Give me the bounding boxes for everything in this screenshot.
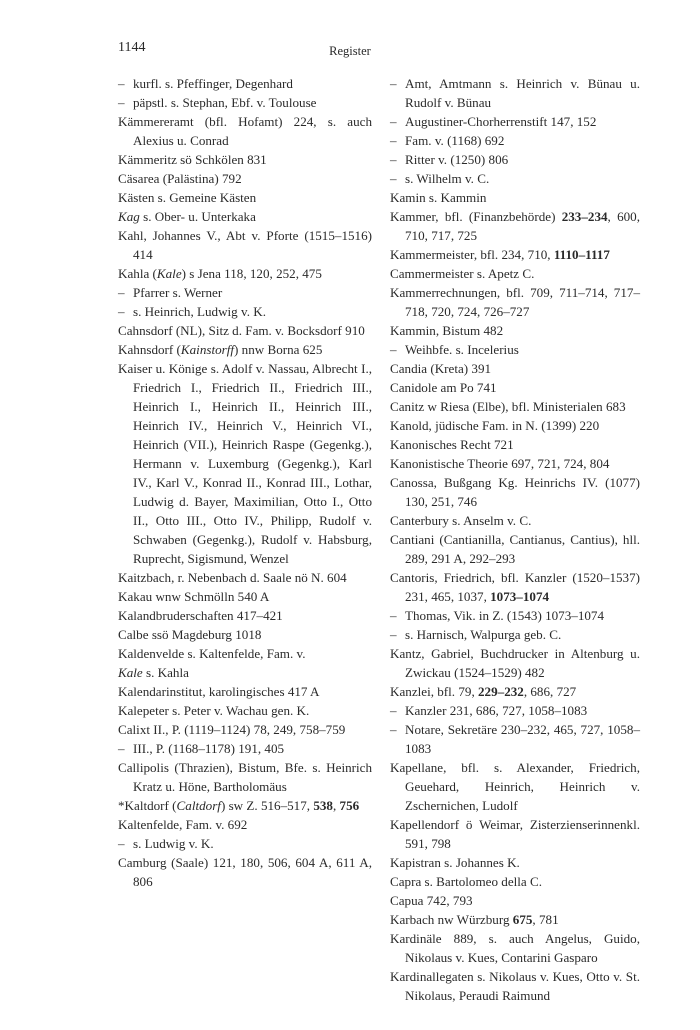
index-entry [118,663,372,682]
entry-text: Kalendarinstitut, karolingisches 417 A [118,684,320,699]
index-entry [118,834,372,853]
entry-text: kurfl. s. Pfeffinger, Degenhard [133,76,293,91]
index-entry [390,701,640,720]
entry-text: s. Ludwig v. K. [133,836,214,851]
sub-entry-dash: – [390,722,397,737]
index-entry [390,435,640,454]
index-entry [390,397,640,416]
entry-text: s. Heinrich, Ludwig v. K. [133,304,266,319]
index-entry [118,302,372,321]
entry-text: Kammermeister, bfl. 234, 710, 1110–1117 [390,247,610,262]
entry-text: Kapistran s. Johannes K. [390,855,520,870]
entry-text: Kästen s. Gemeine Kästen [118,190,257,205]
index-entry [118,112,372,150]
index-entry [118,568,372,587]
entry-text: Cäsarea (Palästina) 792 [118,171,242,186]
index-entry [390,910,640,929]
sub-entry-dash: – [390,114,397,129]
index-entry [390,473,640,511]
entry-text: Kapellane, bfl. s. Alexander, Friedrich, Geuehard, Heinrich, Heinrich v. Zschernichen, Ludolf [390,760,640,813]
entry-text: Augustiner-Chorherrenstift 147, 152 [405,114,597,129]
sub-entry-dash: – [390,152,397,167]
entry-text: Kanzlei, bfl. 79, 229–232, 686, 727 [390,684,577,699]
index-entry [390,378,640,397]
entry-text: Canterbury s. Anselm v. C. [390,513,532,528]
index-entry [118,682,372,701]
index-entry [390,359,640,378]
entry-text: Kag s. Ober- u. Unterkaka [118,209,256,224]
index-entry [118,758,372,796]
entry-text: Kanonistische Theorie 697, 721, 724, 804 [390,456,610,471]
entry-text: Kahnsdorf (Kainstorff) nnw Borna 625 [118,342,323,357]
index-entry [390,188,640,207]
sub-entry-dash: – [118,304,125,319]
page-number: 1144 [118,40,146,55]
entry-text: Kalandbruderschaften 417–421 [118,608,283,623]
entry-text: Kammerrechnungen, bfl. 709, 711–714, 717–718, 720, 724, 726–727 [390,285,640,319]
index-entry [390,112,640,131]
index-entry [118,606,372,625]
index-entry [390,891,640,910]
entry-text: Candia (Kreta) 391 [390,361,492,376]
entry-text: Ritter v. (1250) 806 [405,152,509,167]
entry-text: Kalepeter s. Peter v. Wachau gen. K. [118,703,310,718]
index-column-left [118,74,372,891]
index-entry [390,606,640,625]
sub-entry-dash: – [390,171,397,186]
index-entry [118,321,372,340]
index-entry [118,720,372,739]
index-entry [390,853,640,872]
entry-text: Amt, Amtmann s. Heinrich v. Bünau u. Rudolf v. Bünau [405,76,640,110]
index-entry [390,530,640,568]
entry-text: Kanzler 231, 686, 727, 1058–1083 [405,703,588,718]
sub-entry-dash: – [390,703,397,718]
index-entry [118,625,372,644]
entry-text: Callipolis (Thrazien), Bistum, Bfe. s. Heinrich Kratz u. Höne, Bartholomäus [118,760,372,794]
index-entry [390,872,640,891]
entry-text: Capua 742, 793 [390,893,473,908]
entry-text: Kämmeritz sö Schkölen 831 [118,152,267,167]
index-entry [390,150,640,169]
entry-text: *Kaltdorf (Caltdorf) sw Z. 516–517, 538, 756 [118,798,360,813]
index-entry [118,264,372,283]
sub-entry-dash: – [390,608,397,623]
index-entry [118,169,372,188]
entry-text: Kardinäle 889, s. auch Angelus, Guido, Nikolaus v. Kues, Contarini Gasparo [390,931,640,965]
entry-text: Thomas, Vik. in Z. (1543) 1073–1074 [405,608,605,623]
entry-text: Kanonisches Recht 721 [390,437,514,452]
index-entry [118,644,372,663]
index-entry [390,720,640,758]
entry-text: Kale s. Kahla [118,665,189,680]
index-entry [390,758,640,815]
sub-entry-dash: – [118,741,125,756]
entry-text: Kaitzbach, r. Nebenbach d. Saale nö N. 604 [118,570,347,585]
index-entry [118,93,372,112]
entry-text: Canossa, Bußgang Kg. Heinrichs IV. (1077) 130, 251, 746 [390,475,640,509]
index-entry [390,340,640,359]
sub-entry-dash: – [118,95,125,110]
index-entry [118,739,372,758]
sub-entry-dash: – [390,76,397,91]
index-entry [390,169,640,188]
entry-text: Kaiser u. Könige s. Adolf v. Nassau, Albrecht I., Friedrich I., Friedrich II., Friedrich III., Heinrich I., Heinrich II., Heinrich III., Heinrich IV., Heinrich V., Heinrich VI., Heinrich (VII.), Heinrich Raspe (Gegenkg.), Hermann v. Luxemburg (Gegenkg.), Karl IV., Karl V., Konrad II., Konrad III., Lothar, Ludwig d. Bayer, Maximilian, Otto I., Otto II., Otto III., Otto IV., Philipp, Rudolf v. Schwaben (Gegenkg.), Rudolf v. Habsburg, Ruprecht, Sigismund, Wenzel [118,361,372,566]
entry-text: Kammin, Bistum 482 [390,323,504,338]
entry-text: Capra s. Bartolomeo della C. [390,874,542,889]
entry-text: Canitz w Riesa (Elbe), bfl. Ministerialen 683 [390,399,626,414]
sub-entry-dash: – [390,133,397,148]
entry-text: Kaldenvelde s. Kaltenfelde, Fam. v. [118,646,306,661]
index-entry [118,587,372,606]
entry-text: Camburg (Saale) 121, 180, 506, 604 A, 611 A, 806 [118,855,372,889]
index-entry [390,264,640,283]
entry-text: Kanold, jüdische Fam. in N. (1399) 220 [390,418,600,433]
index-entry [390,454,640,473]
entry-text: Kapellendorf ö Weimar, Zisterzienserinnenkl. 591, 798 [390,817,640,851]
index-entry [390,967,640,1005]
sub-entry-dash: – [118,836,125,851]
index-entry [390,416,640,435]
entry-text: III., P. (1168–1178) 191, 405 [133,741,285,756]
entry-text: Canidole am Po 741 [390,380,497,395]
index-entry [390,207,640,245]
entry-text: Kahla (Kale) s Jena 118, 120, 252, 475 [118,266,322,281]
index-entry [390,283,640,321]
index-entry [118,207,372,226]
index-entry [118,283,372,302]
sub-entry-dash: – [390,627,397,642]
index-entry [118,853,372,891]
index-entry [390,929,640,967]
index-entry [390,131,640,150]
index-entry [118,815,372,834]
index-column-right [390,74,640,1005]
index-entry [390,321,640,340]
index-entry [118,150,372,169]
entry-text: s. Harnisch, Walpurga geb. C. [405,627,562,642]
entry-text: Kaltenfelde, Fam. v. 692 [118,817,248,832]
index-entry [118,74,372,93]
entry-text: Calixt II., P. (1119–1124) 78, 249, 758–759 [118,722,346,737]
index-entry [390,245,640,264]
entry-text: Kardinallegaten s. Nikolaus v. Kues, Otto v. St. Nikolaus, Peraudi Raimund [390,969,640,1003]
entry-text: Calbe ssö Magdeburg 1018 [118,627,262,642]
index-entry [390,74,640,112]
sub-entry-dash: – [118,76,125,91]
entry-text: päpstl. s. Stephan, Ebf. v. Toulouse [133,95,317,110]
index-entry [390,644,640,682]
index-entry [390,815,640,853]
entry-text: Pfarrer s. Werner [133,285,223,300]
entry-text: Fam. v. (1168) 692 [405,133,505,148]
entry-text: Cantiani (Cantianilla, Cantianus, Cantius), hll. 289, 291 A, 292–293 [390,532,640,566]
index-entry [118,226,372,264]
entry-text: Cammermeister s. Apetz C. [390,266,535,281]
index-entry [118,188,372,207]
entry-text: Karbach nw Würzburg 675, 781 [390,912,559,927]
entry-text: Weihbfe. s. Incelerius [405,342,519,357]
index-entry [118,340,372,359]
sub-entry-dash: – [390,342,397,357]
sub-entry-dash: – [118,285,125,300]
index-entry [390,568,640,606]
entry-text: s. Wilhelm v. C. [405,171,490,186]
entry-text: Notare, Sekretäre 230–232, 465, 727, 1058–1083 [405,722,640,756]
entry-text: Kammer, bfl. (Finanzbehörde) 233–234, 600, 710, 717, 725 [390,209,640,243]
entry-text: Kämmereramt (bfl. Hofamt) 224, s. auch Alexius u. Conrad [118,114,372,148]
entry-text: Kamin s. Kammin [390,190,487,205]
index-entry [118,359,372,568]
entry-text: Cahnsdorf (NL), Sitz d. Fam. v. Bocksdorf 910 [118,323,365,338]
index-entry [118,796,372,815]
entry-text: Kantz, Gabriel, Buchdrucker in Altenburg u. Zwickau (1524–1529) 482 [390,646,640,680]
index-entry [390,511,640,530]
running-title: Register [329,44,371,58]
index-entry [118,701,372,720]
entry-text: Kahl, Johannes V., Abt v. Pforte (1515–1516) 414 [118,228,372,262]
index-entry [390,682,640,701]
entry-text: Kakau wnw Schmölln 540 A [118,589,270,604]
index-entry [390,625,640,644]
entry-text: Cantoris, Friedrich, bfl. Kanzler (1520–1537) 231, 465, 1037, 1073–1074 [390,570,640,604]
